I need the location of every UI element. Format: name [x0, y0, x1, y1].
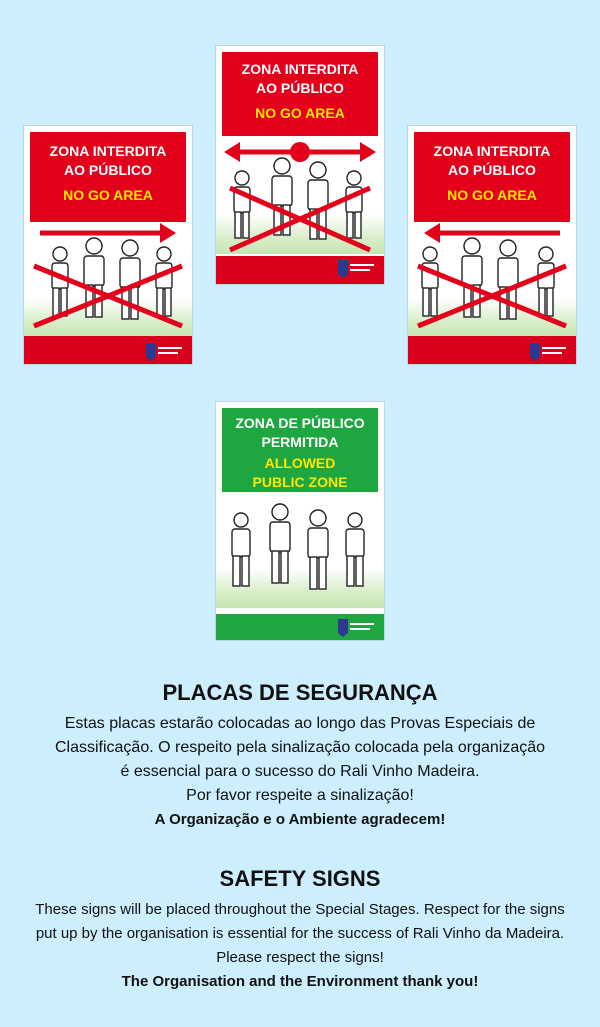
sign-warning: NO GO AREA: [447, 187, 537, 203]
no-go-sign-center: [216, 46, 384, 284]
rally-logo-icon: [334, 257, 378, 279]
paragraph-line: é essencial para o sucesso do Rali Vinho Madeira.: [120, 763, 480, 780]
sign-title-line1: ZONA INTERDITA: [241, 61, 359, 77]
section-title: PLACAS DE SEGURANÇA: [162, 680, 438, 705]
rally-logo-icon: [526, 340, 570, 362]
rally-logo-icon: [142, 340, 186, 362]
portuguese-section: [0, 680, 600, 832]
no-go-sign-left: [24, 126, 192, 364]
sign-title-line2: PERMITIDA: [261, 434, 339, 450]
paragraph-line: put up by the organisation is essential for the success of Rali Vinho da Madeira.: [35, 925, 565, 942]
sign-title-line2: AO PÚBLICO: [64, 162, 152, 178]
crowd-icon: [216, 46, 384, 284]
thanks-line: A Organização e o Ambiente agradecem!: [154, 811, 446, 828]
sign-title-line1: ZONA INTERDITA: [433, 143, 551, 159]
sign-warning: NO GO AREA: [255, 105, 345, 121]
paragraph-line: Classificação. O respeito pela sinalização colocada pela organização: [54, 739, 546, 756]
sign-title-line1: ZONA DE PÚBLICO: [235, 415, 365, 431]
sign-title-line2: AO PÚBLICO: [256, 80, 344, 96]
sign-title-line1: ZONA INTERDITA: [49, 143, 167, 159]
english-section: [0, 866, 600, 994]
paragraph-line: These signs will be placed throughout the Special Stages. Respect for the signs: [35, 901, 565, 918]
thanks-line: The Organisation and the Environment thank you!: [121, 973, 479, 990]
paragraph-line: Estas placas estarão colocadas ao longo das Provas Especiais de: [64, 715, 536, 732]
no-go-sign-right: [408, 126, 576, 364]
crowd-icon: [24, 126, 192, 364]
paragraph-line: Please respect the signs!: [216, 949, 384, 966]
paragraph-line: Por favor respeite a sinalização!: [186, 787, 414, 804]
sign-warning: NO GO AREA: [63, 187, 153, 203]
sign-allowed-line1: ALLOWED: [264, 455, 336, 471]
rally-logo-icon: [334, 616, 378, 638]
section-title: SAFETY SIGNS: [219, 866, 381, 891]
sign-title-line2: AO PÚBLICO: [448, 162, 536, 178]
crowd-icon: [216, 402, 384, 640]
sign-allowed-line2: PUBLIC ZONE: [252, 474, 348, 490]
crowd-icon: [408, 126, 576, 364]
allowed-public-zone-sign: [216, 402, 384, 640]
